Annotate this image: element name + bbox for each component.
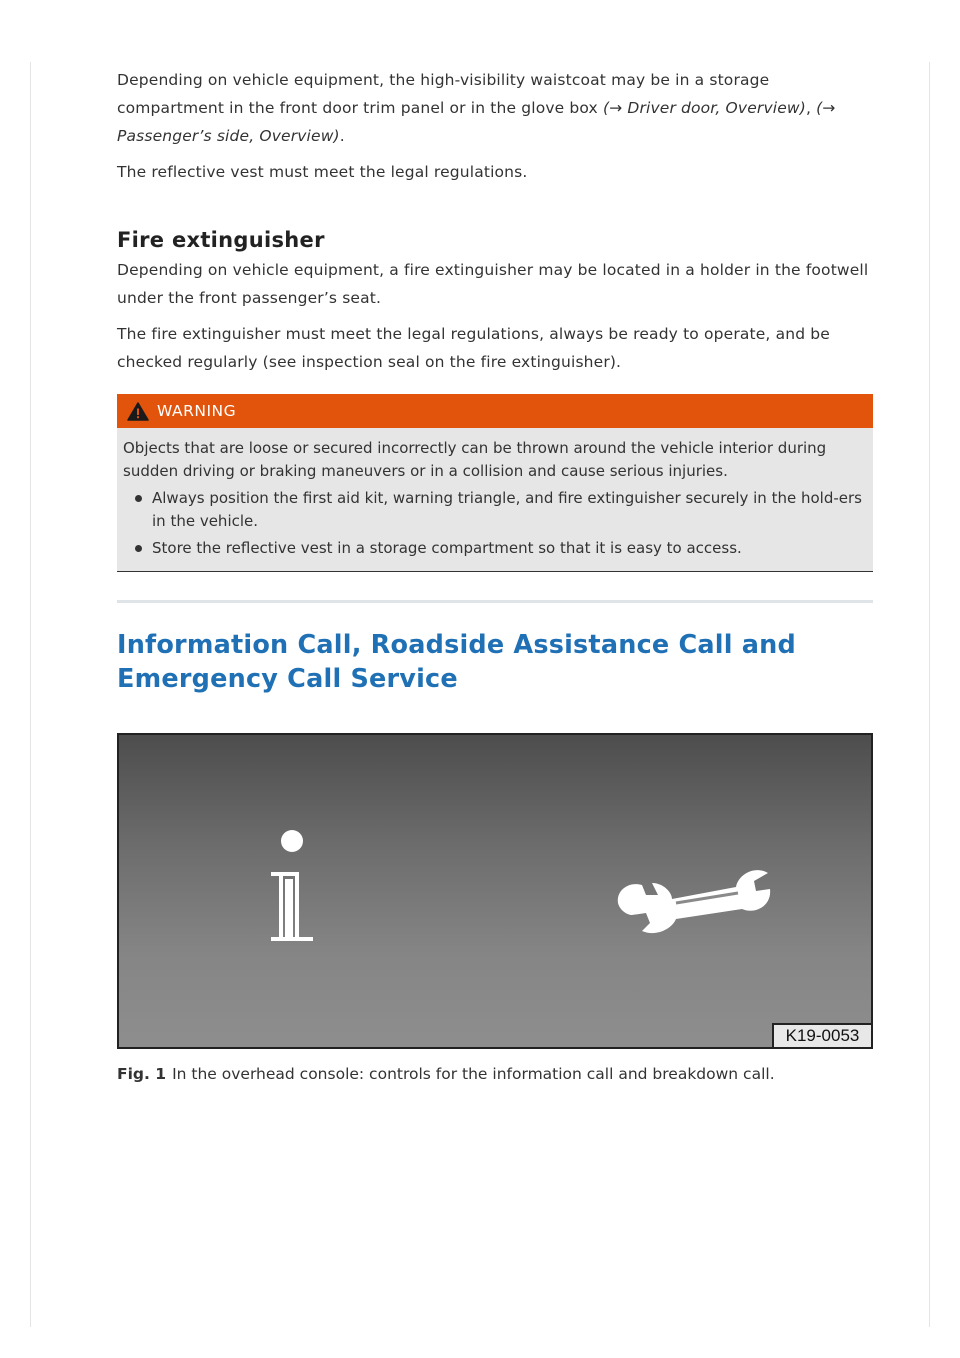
chapter-title: Information Call, Roadside Assistance Call and Emergency Call Service: [117, 630, 796, 694]
warning-text: Objects that are loose or secured incorrectly can be thrown around the vehicle interior during sudden driving or braking maneuvers or in a collision and cause serious injuries.: [123, 439, 827, 480]
intro-paragraph: [117, 66, 873, 150]
warning-item-text: Store the reflective vest in a storage compartment so that it is easy to access.: [152, 539, 742, 557]
fire-extinguisher-regulations-paragraph: The fire extinguisher must meet the legal regulations, always be ready to operate, and be checked regularly (see inspection seal on the fire extinguisher).: [117, 325, 830, 371]
warning-triangle-icon: [127, 402, 149, 421]
warning-list-item: [123, 537, 867, 560]
section-divider: [117, 600, 873, 603]
intro-text: Depending on vehicle equipment, the high-visibility waistcoat may be in a storage compartment in the front door trim panel or in the glove box: [117, 71, 770, 117]
figure-id-label: K19-0053: [772, 1023, 873, 1049]
fire-extinguisher-location-paragraph: Depending on vehicle equipment, a fire extinguisher may be located in a holder in the footwell under the front passenger’s seat.: [117, 261, 869, 307]
warning-list: [123, 487, 867, 560]
reflective-vest-paragraph: The reflective vest must meet the legal regulations.: [117, 163, 528, 181]
intro-end: .: [339, 127, 345, 145]
warning-header: [117, 394, 873, 428]
warning-body: [117, 428, 873, 571]
figure-caption-text: In the overhead console: controls for the information call and breakdown call.: [172, 1065, 775, 1083]
bullet-icon: [135, 545, 142, 552]
figure-number: Fig. 1: [117, 1065, 167, 1083]
xref-passenger-side[interactable]: (→ Passenger’s side, Overview): [117, 99, 836, 145]
xref-driver-door[interactable]: (→ Driver door, Overview): [602, 99, 806, 117]
page-margin-line-left: [30, 62, 31, 1327]
page-content: [117, 66, 873, 1085]
warning-title: WARNING: [157, 402, 237, 420]
intro-separator: ,: [805, 99, 817, 117]
page-margin-line-right: [929, 62, 930, 1327]
figure-overhead-console: [117, 733, 873, 1049]
info-icon: [269, 829, 315, 947]
warning-item-text: Always position the first aid kit, warning triangle, and fire extinguisher securely in the hold-ers in the vehicle.: [152, 489, 862, 530]
figure-caption: [117, 1063, 873, 1085]
bullet-icon: [135, 495, 142, 502]
warning-list-item: [123, 487, 867, 533]
fire-extinguisher-heading: Fire extinguisher: [117, 228, 325, 252]
wrench-icon: [606, 861, 776, 943]
warning-box: [117, 394, 873, 572]
